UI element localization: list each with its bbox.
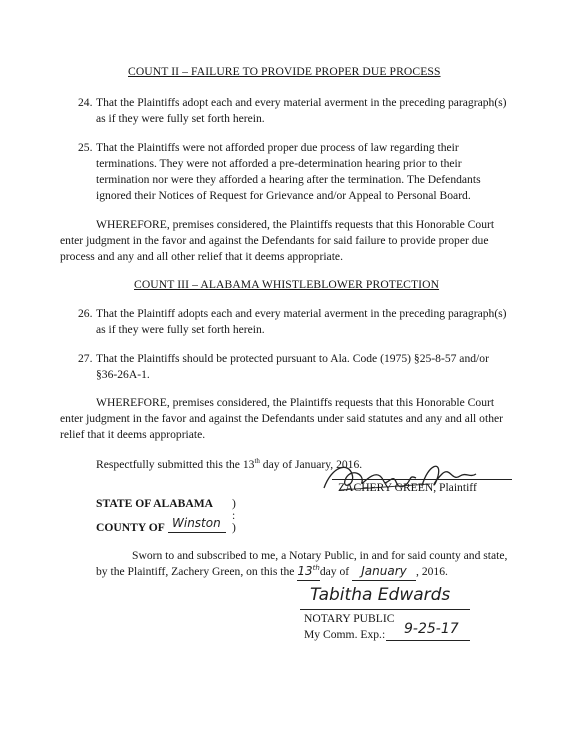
paragraph-number: 26. <box>78 307 93 320</box>
notary-line-2 <box>96 564 448 581</box>
county-line <box>168 532 226 533</box>
paragraph-number: 27. <box>78 352 93 365</box>
plaintiff-signer: ZACHERY GREEN, Plaintiff <box>338 481 477 494</box>
count-3-heading: COUNT III – ALABAMA WHISTLEBLOWER PROTECTION <box>134 278 440 291</box>
paragraph-line: termination nor were they afforded a hearing after the termination. The Defendants <box>96 173 481 186</box>
paragraph-line: as if they were fully set forth herein. <box>96 112 265 125</box>
notary-line-2-prefix: by the Plaintiff, Zachery Green, on this the <box>96 565 295 578</box>
venue-colon: : <box>232 509 236 522</box>
wherefore-line: WHEREFORE, premises considered, the Plaintiffs requests that this Honorable Court <box>96 396 495 409</box>
paragraph-number: 24. <box>78 96 93 109</box>
wherefore-line: enter judgment in the favor and against the Defendants under said statutes and any and all other <box>60 412 503 425</box>
venue-county-label: COUNTY OF <box>96 521 165 534</box>
notary-line-1: Sworn to and subscribed to me, a Notary Public, in and for said county and state, <box>132 549 508 562</box>
paragraph-number: 25. <box>78 141 93 154</box>
notary-month: January <box>352 564 416 581</box>
notary-commission-date: 9-25-17 <box>404 621 459 637</box>
paragraph-line: That the Plaintiffs should be protected pursuant to Ala. Code (1975) §25-8-57 and/or <box>96 352 489 365</box>
paragraph-line: That the Plaintiffs adopt each and every material averment in the preceding paragraph(s) <box>96 96 507 109</box>
paragraph-line: terminations. They were not afforded a pre-determination hearing prior to their <box>96 157 462 170</box>
wherefore-line: process and any and all other relief that it deems appropriate. <box>60 250 343 263</box>
notary-title: NOTARY PUBLIC <box>304 612 395 625</box>
notary-day <box>297 564 319 581</box>
notary-day-ordinal: th <box>312 564 320 572</box>
count-2-heading: COUNT II – FAILURE TO PROVIDE PROPER DUE PROCESS <box>128 65 441 78</box>
submission-prefix: Respectfully submitted this the 13 <box>96 458 255 471</box>
wherefore-line: WHEREFORE, premises considered, the Plaintiffs requests that this Honorable Court <box>96 218 495 231</box>
notary-signature-line <box>300 609 470 610</box>
paragraph-line: That the Plaintiff adopts each and every material averment in the preceding paragraph(s) <box>96 307 507 320</box>
venue-state: STATE OF ALABAMA <box>96 497 214 510</box>
venue-state-paren: ) <box>232 497 236 510</box>
wherefore-line: relief that it deems appropriate. <box>60 428 206 441</box>
notary-commission-label: My Comm. Exp.: <box>304 628 386 641</box>
paragraph-line: ignored their Notices of Request for Grievance and/or Appeal to Personal Board. <box>96 189 471 202</box>
notary-signature: Tabitha Edwards <box>310 585 451 605</box>
wherefore-line: enter judgment in the favor and against the Defendants for said failure to provide proper due <box>60 234 489 247</box>
paragraph-line: as if they were fully set forth herein. <box>96 323 265 336</box>
paragraph-line: §36-26A-1. <box>96 368 150 381</box>
venue-county-paren: ) <box>232 521 236 534</box>
paragraph-line: That the Plaintiffs were not afforded proper due process of law regarding their <box>96 141 459 154</box>
submission-suffix: day of January, 2016. <box>259 458 363 471</box>
venue-county-value: Winston <box>172 516 221 530</box>
commission-date-line <box>386 640 470 641</box>
submission-ordinal: th <box>254 457 260 466</box>
notary-day-of: day of <box>319 565 350 578</box>
notary-day-number: 13 <box>297 564 313 578</box>
notary-year: , 2016. <box>416 565 448 578</box>
